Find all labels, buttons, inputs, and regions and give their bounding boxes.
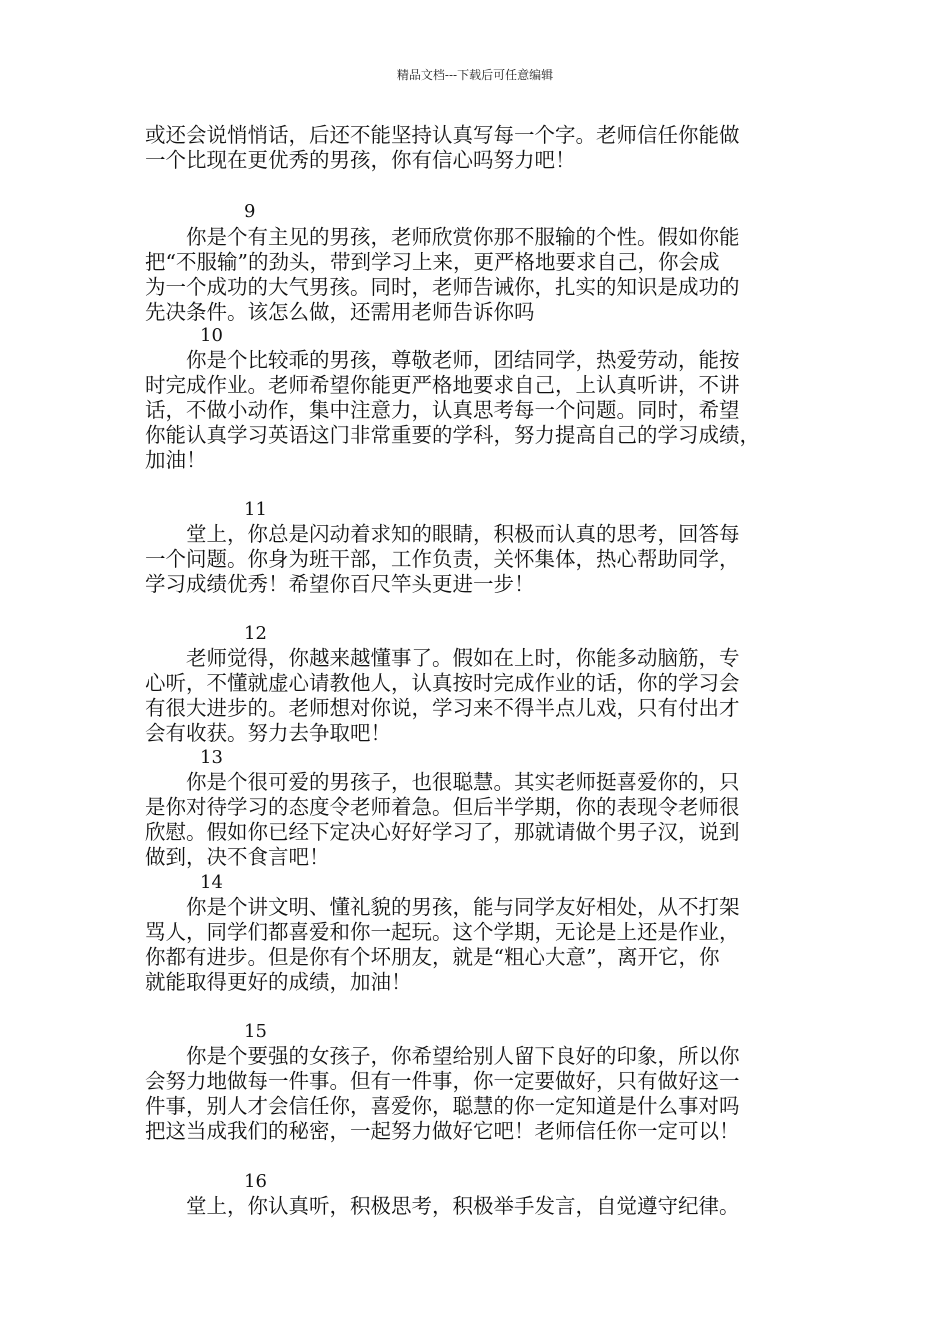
comment-paragraph <box>145 770 825 870</box>
text-line: 老师觉得，你越来越懂事了。假如在上时，你能多动脑筋，专 <box>145 646 740 670</box>
text-line: 一个问题。你身为班干部，工作负责，关怀集体，热心帮助同学， <box>145 547 740 571</box>
text-line: 件事，别人才会信任你，喜爱你，聪慧的你一定知道是什么事对吗 <box>145 1094 740 1118</box>
text-line: 你都有进步。但是你有个坏朋友，就是“粗心大意”，离开它，你 <box>145 945 720 969</box>
text-line: 你是个讲文明、懂礼貌的男孩，能与同学友好相处，从不打架 <box>145 895 740 919</box>
comment-paragraph <box>145 348 825 473</box>
text-line: 把这当成我们的秘密，一起努力做好它吧！老师信任你一定可以！ <box>145 1119 740 1143</box>
text-line: 会努力地做每一件事。但有一件事，你一定要做好，只有做好这一 <box>145 1069 740 1093</box>
text-line: 你是个有主见的男孩，老师欣赏你那不服输的个性。假如你能 <box>145 225 740 249</box>
comment-paragraph <box>145 1044 825 1144</box>
text-line: 你是个比较乖的男孩，尊敬老师，团结同学，热爱劳动，能按 <box>145 348 740 372</box>
text-line: 话，不做小动作，集中注意力，认真思考每一个问题。同时，希望 <box>145 398 740 422</box>
comment-paragraph <box>145 646 825 746</box>
intro-paragraph <box>145 123 825 173</box>
text-line: 为一个成功的大气男孩。同时，老师告诫你，扎实的知识是成功的 <box>145 275 740 299</box>
text-line: 加油！ <box>145 448 207 472</box>
text-line: 时完成作业。老师希望你能更严格地要求自己，上认真听讲，不讲 <box>145 373 740 397</box>
text-line: 堂上，你总是闪动着求知的眼睛，积极而认真的思考，回答每 <box>145 522 740 546</box>
comment-number: 15 <box>244 1021 267 1042</box>
text-line: 先决条件。该怎么做，还需用老师告诉你吗 <box>145 300 535 324</box>
comment-paragraph <box>145 522 825 597</box>
text-line: 有很大进步的。老师想对你说，学习来不得半点儿戏，只有付出才 <box>145 696 740 720</box>
comment-number: 13 <box>200 747 223 768</box>
text-line: 学习成绩优秀！希望你百尺竿头更进一步！ <box>145 572 535 596</box>
text-line: 你是个要强的女孩子，你希望给别人留下良好的印象，所以你 <box>145 1044 740 1068</box>
comment-paragraph <box>145 225 825 325</box>
comment-number: 11 <box>244 499 267 520</box>
comment-number: 16 <box>244 1171 267 1192</box>
text-line: 是你对待学习的态度令老师着急。但后半学期，你的表现令老师很 <box>145 795 740 819</box>
text-line: 就能取得更好的成绩，加油！ <box>145 970 412 994</box>
text-line: 或还会说悄悄话，后还不能坚持认真写每一个字。老师信任你能做 <box>145 123 740 147</box>
text-line: 把“不服输”的劲头，带到学习上来，更严格地要求自己，你会成 <box>145 250 720 274</box>
text-line: 骂人，同学们都喜爱和你一起玩。这个学期，无论是上还是作业， <box>145 920 740 944</box>
comment-paragraph <box>145 1194 825 1219</box>
comment-number: 10 <box>200 325 223 346</box>
comment-number: 14 <box>200 872 223 893</box>
text-line: 你能认真学习英语这门非常重要的学科，努力提高自己的学习成绩， <box>145 423 760 447</box>
text-line: 会有收获。努力去争取吧！ <box>145 721 391 745</box>
text-line: 你是个很可爱的男孩子，也很聪慧。其实老师挺喜爱你的，只 <box>145 770 740 794</box>
page-header: 精品文档---下载后可任意编辑 <box>396 68 554 82</box>
comment-number: 9 <box>244 201 256 222</box>
comment-paragraph <box>145 895 825 995</box>
text-line: 心听，不懂就虚心请教他人，认真按时完成作业的话，你的学习会 <box>145 671 740 695</box>
text-line: 欣慰。假如你已经下定决心好好学习了，那就请做个男子汉，说到 <box>145 820 740 844</box>
text-line: 一个比现在更优秀的男孩，你有信心吗努力吧！ <box>145 148 576 172</box>
text-line: 做到，决不食言吧！ <box>145 845 330 869</box>
text-line: 堂上，你认真听，积极思考，积极举手发言，自觉遵守纪律。 <box>145 1194 740 1218</box>
comment-number: 12 <box>244 623 267 644</box>
